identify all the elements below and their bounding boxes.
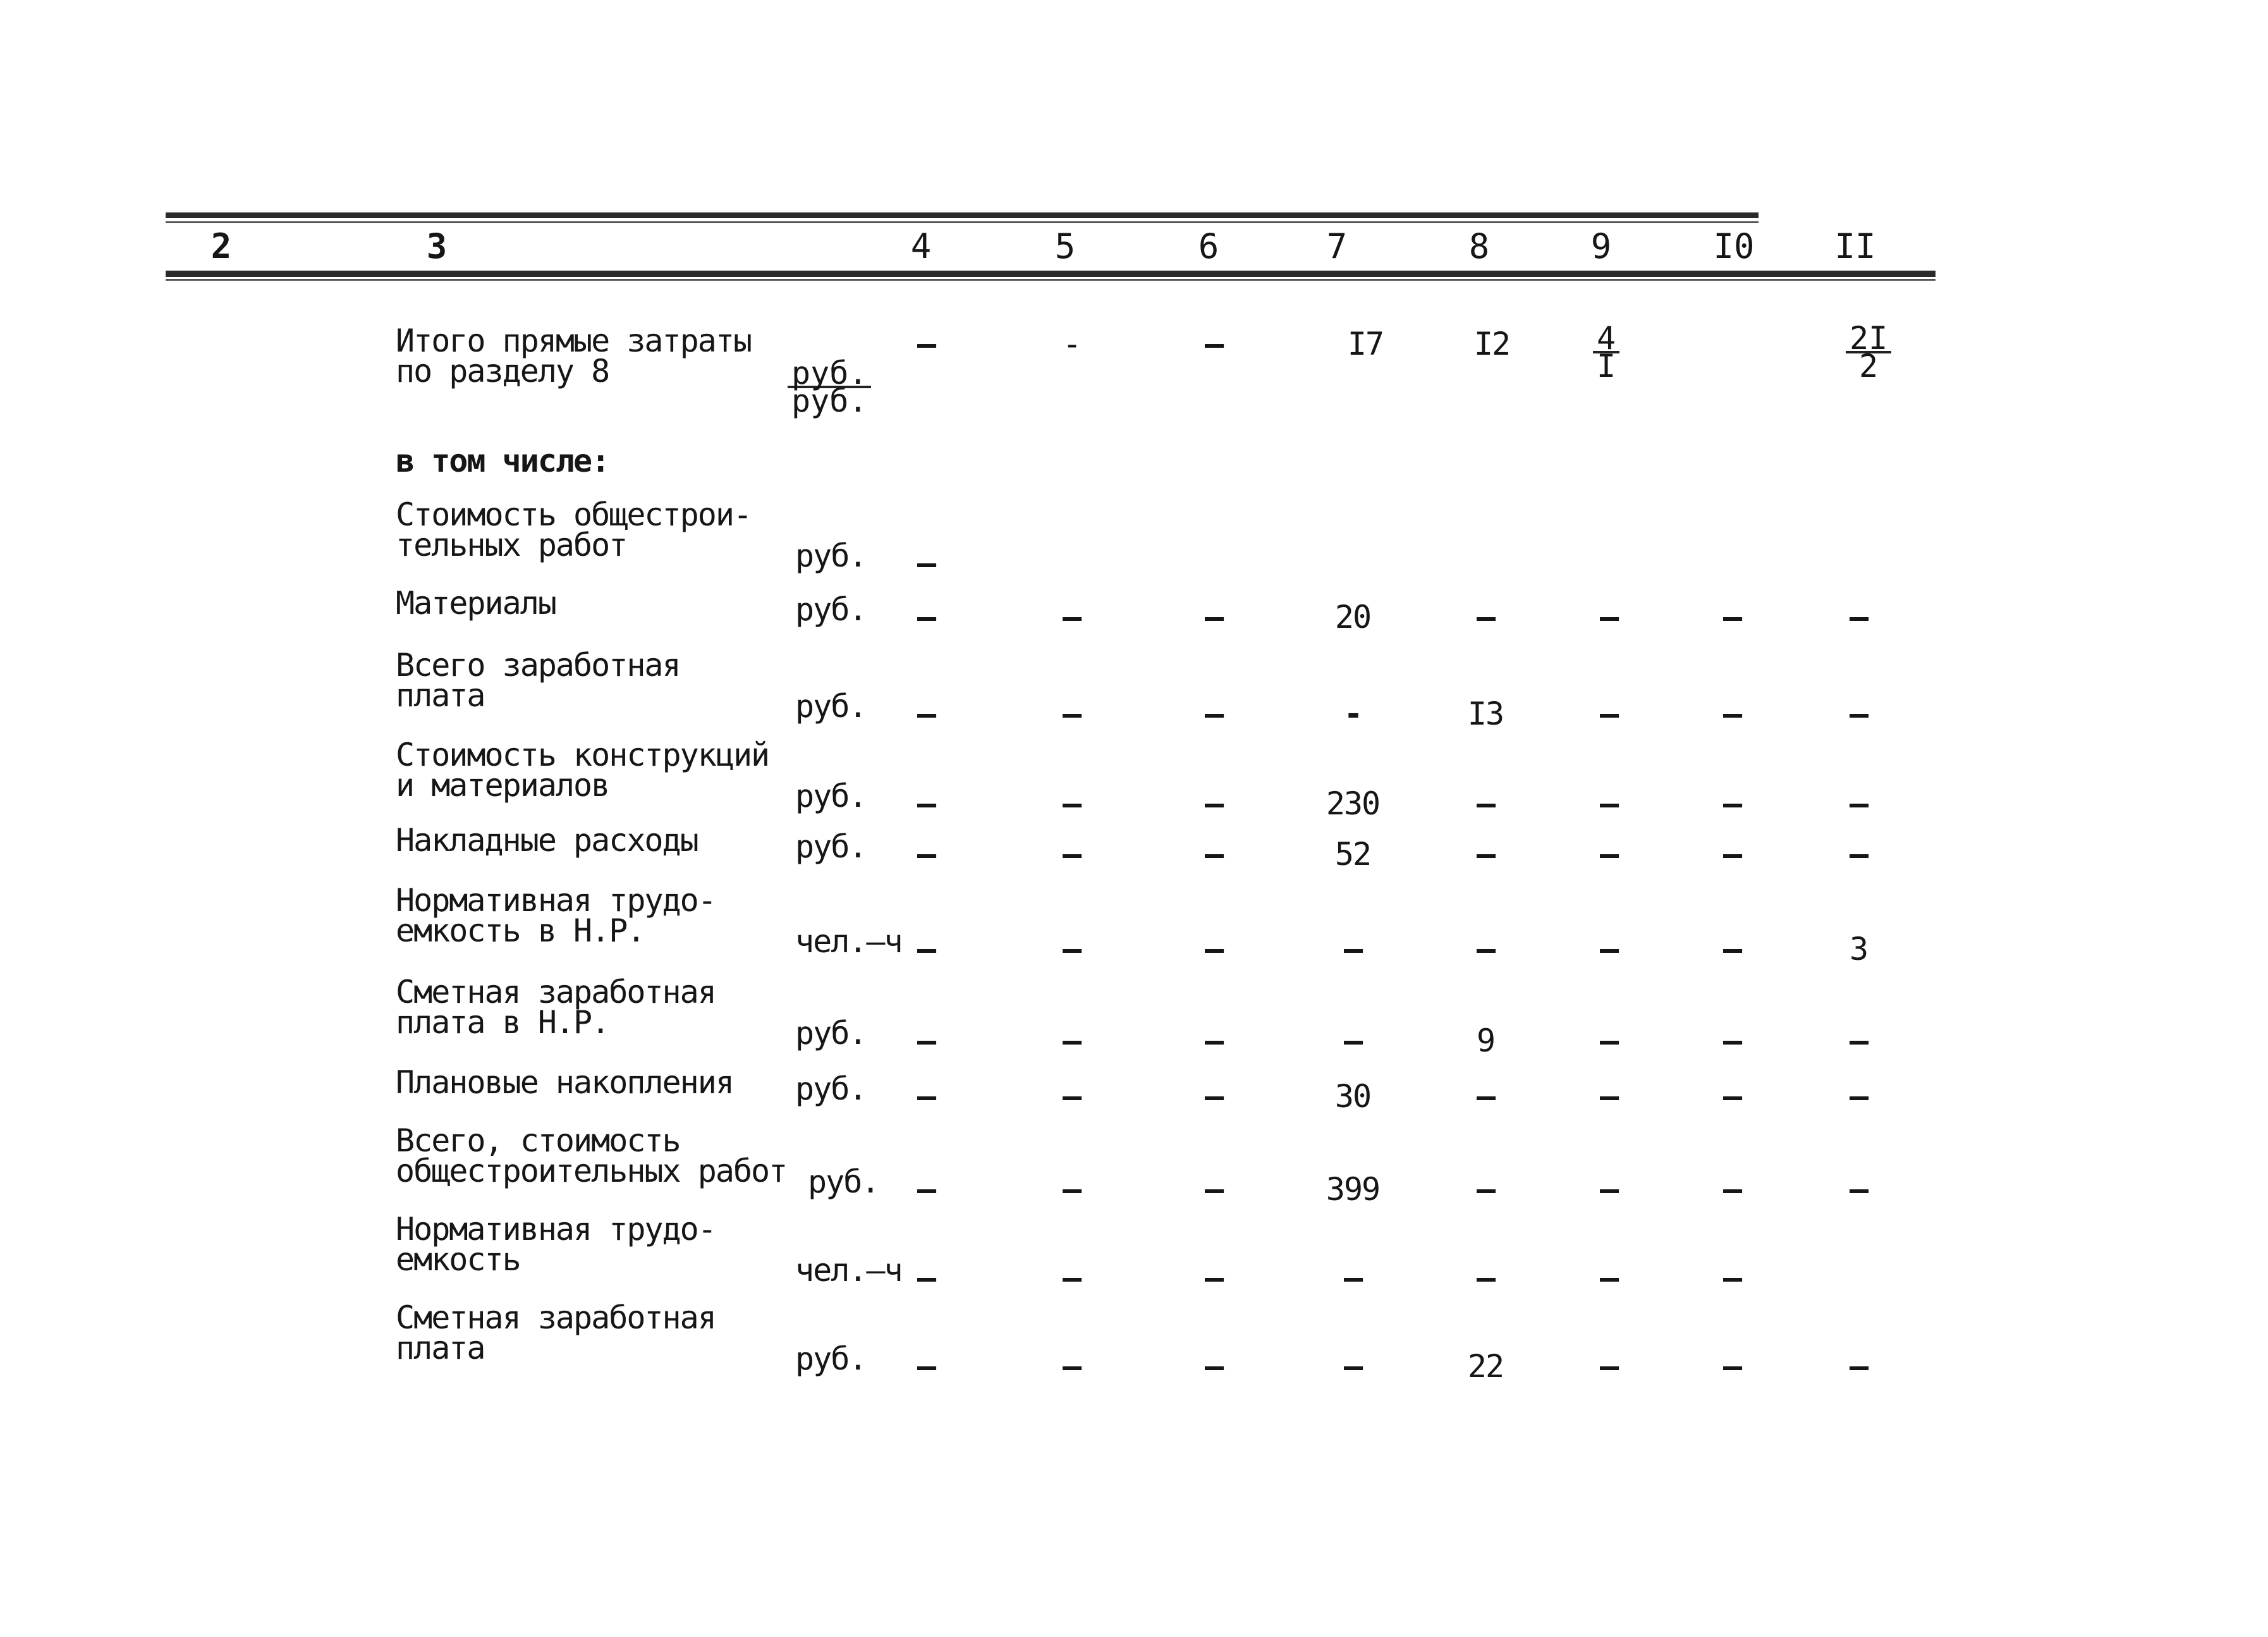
row-cell-col-5: –	[1062, 836, 1081, 873]
row-unit: руб.	[795, 591, 867, 628]
col-header-2: 2	[210, 226, 232, 266]
total-cell-11-fraction	[1846, 320, 1891, 384]
row-label-line2: емкость	[396, 1241, 520, 1278]
row-cell-col-5: –	[1062, 1348, 1081, 1385]
row-cell-col-7: 230	[1326, 785, 1380, 822]
col-header-7: 7	[1326, 226, 1348, 266]
row-label-line2: емкость в Н.Р.	[396, 912, 645, 949]
row-unit: руб.	[808, 1163, 879, 1200]
row-label-line1: Накладные расходы	[396, 822, 698, 859]
row-cell-col-8: 22	[1467, 1348, 1504, 1385]
row-unit: чел.–ч	[795, 923, 902, 960]
total-unit-fraction	[788, 355, 871, 419]
row-label-line2: плата	[396, 677, 485, 714]
row-cell-col-11: –	[1849, 696, 1868, 732]
row-cell-col-6: –	[1204, 1078, 1223, 1115]
row-cell-col-9: –	[1599, 1022, 1618, 1059]
row-cell-col-9: –	[1599, 931, 1618, 967]
row-cell-col-8: –	[1476, 1171, 1495, 1208]
row-cell-col-5: –	[1062, 1171, 1081, 1208]
row-cell-col-5: –	[1062, 1260, 1081, 1296]
row-cell-col-4: –	[917, 1171, 936, 1208]
row-unit: руб.	[795, 1070, 867, 1107]
row-cell-col-10: –	[1722, 1348, 1741, 1385]
row-cell-col-4: –	[917, 696, 936, 732]
row-cell-col-5: –	[1062, 785, 1081, 822]
row-cell-col-11: –	[1849, 836, 1868, 873]
row-cell-col-10: –	[1722, 599, 1741, 635]
row-label-line2: тельных работ	[396, 527, 627, 563]
row-cell-col-7: 52	[1334, 836, 1371, 873]
row-cell-col-8: –	[1476, 599, 1495, 635]
row-label-line1: Стоимость общестрои-	[396, 496, 752, 533]
total-unit-numerator: руб.	[788, 360, 871, 388]
total-unit-denominator: руб.	[791, 383, 868, 419]
total-cell-5: -	[1062, 326, 1081, 362]
row-cell-col-4: –	[917, 931, 936, 967]
row-cell-col-5: –	[1062, 931, 1081, 967]
row-cell-col-7: –	[1343, 1022, 1362, 1059]
row-label-line1: Всего, стоимость	[396, 1122, 680, 1159]
row-label-line2: и материалов	[396, 767, 609, 804]
row-label-line1: Сметная заработная	[396, 974, 716, 1010]
row-cell-col-6: –	[1204, 836, 1223, 873]
total-cell-9-fraction	[1593, 320, 1619, 384]
row-cell-col-9: –	[1599, 696, 1618, 732]
row-cell-col-9: –	[1599, 836, 1618, 873]
row-cell-col-4: –	[917, 1260, 936, 1296]
row-unit: руб.	[795, 537, 867, 574]
total-cell-9-numerator: 4	[1593, 326, 1619, 353]
row-cell-col-8: I3	[1467, 696, 1504, 732]
total-cell-6: –	[1204, 326, 1223, 362]
col-header-3: 3	[426, 226, 448, 266]
row-cell-col-6: –	[1204, 1022, 1223, 1059]
row-cell-col-5: –	[1062, 1078, 1081, 1115]
row-unit: руб.	[795, 828, 867, 865]
row-unit: руб.	[795, 1015, 867, 1051]
total-cell-11-denominator: 2	[1859, 348, 1879, 384]
col-header-11: II	[1834, 226, 1876, 266]
row-cell-col-7: -	[1343, 696, 1362, 732]
row-label-line1: Нормативная трудо-	[396, 882, 716, 919]
row-cell-col-8: –	[1476, 785, 1495, 822]
row-cell-col-11: –	[1849, 1022, 1868, 1059]
row-cell-col-5: –	[1062, 599, 1081, 635]
row-cell-col-8: –	[1476, 1078, 1495, 1115]
row-unit: руб.	[795, 688, 867, 725]
row-cell-col-4: –	[917, 1078, 936, 1115]
row-cell-col-6: –	[1204, 931, 1223, 967]
row-cell-col-7: –	[1343, 1260, 1362, 1296]
row-cell-col-9: –	[1599, 1348, 1618, 1385]
row-cell-col-5: –	[1062, 1022, 1081, 1059]
row-cell-col-9: –	[1599, 1078, 1618, 1115]
top-rule-thin	[166, 221, 1759, 223]
row-cell-col-7: –	[1343, 931, 1362, 967]
row-label-line2: общестроительных работ	[396, 1153, 787, 1189]
row-cell-col-4: –	[917, 836, 936, 873]
row-cell-col-6: –	[1204, 696, 1223, 732]
row-cell-col-11: 3	[1849, 931, 1868, 967]
col-header-5: 5	[1054, 226, 1076, 266]
total-cell-11-numerator: 2I	[1846, 326, 1891, 353]
row-cell-col-8: –	[1476, 931, 1495, 967]
row-cell-col-7: 30	[1334, 1078, 1371, 1115]
bottom-rule-thick	[166, 271, 1936, 277]
col-header-9: 9	[1590, 226, 1612, 266]
row-cell-col-9: –	[1599, 1260, 1618, 1296]
row-cell-col-6: –	[1204, 785, 1223, 822]
col-header-8: 8	[1468, 226, 1490, 266]
row-label-line2: плата в Н.Р.	[396, 1004, 609, 1041]
total-label-line2: по разделу 8	[396, 353, 609, 389]
row-cell-col-7: –	[1343, 1348, 1362, 1385]
row-cell-col-11: –	[1849, 785, 1868, 822]
col-header-10: I0	[1713, 226, 1755, 266]
row-cell-col-10: –	[1722, 1260, 1741, 1296]
total-cell-8: I2	[1473, 326, 1510, 362]
row-cell-col-8: –	[1476, 1260, 1495, 1296]
row-cell-col-5: –	[1062, 696, 1081, 732]
row-cell-col-11: –	[1849, 1171, 1868, 1208]
row-label-line1: Нормативная трудо-	[396, 1211, 716, 1248]
row-cell-col-9: –	[1599, 1171, 1618, 1208]
row-cell-col-10: –	[1722, 1022, 1741, 1059]
top-rule-thick	[166, 212, 1759, 218]
row-cell-col-10: –	[1722, 836, 1741, 873]
row-cell-col-10: –	[1722, 696, 1741, 732]
total-cell-4: –	[917, 326, 936, 362]
col-header-4: 4	[910, 226, 932, 266]
row-cell-col-10: –	[1722, 1078, 1741, 1115]
row-cell-col-6: –	[1204, 1348, 1223, 1385]
total-cell-9-denominator: I	[1597, 348, 1616, 384]
row-cell-col-4: –	[917, 1348, 936, 1385]
row-label-line1: Стоимость конструкций	[396, 737, 769, 773]
col-header-6: 6	[1198, 226, 1219, 266]
row-cell-col-8: –	[1476, 836, 1495, 873]
row-cell-col-4: –	[917, 545, 936, 582]
row-cell-col-9: –	[1599, 599, 1618, 635]
row-unit: руб.	[795, 1340, 867, 1377]
row-cell-col-11: –	[1849, 1078, 1868, 1115]
row-cell-col-6: –	[1204, 1260, 1223, 1296]
row-cell-col-11: –	[1849, 599, 1868, 635]
row-cell-col-4: –	[917, 1022, 936, 1059]
row-cell-col-4: –	[917, 599, 936, 635]
row-label-line1: Плановые накопления	[396, 1064, 733, 1101]
row-label-line1: Материалы	[396, 585, 556, 622]
total-label-line1: Итого прямые затраты	[396, 322, 752, 359]
row-cell-col-10: –	[1722, 785, 1741, 822]
total-cell-7: I7	[1347, 326, 1384, 362]
row-cell-col-7: 20	[1334, 599, 1371, 635]
row-unit: чел.–ч	[795, 1252, 902, 1289]
row-cell-col-7: 399	[1326, 1171, 1380, 1208]
row-cell-col-4: –	[917, 785, 936, 822]
row-cell-col-11: –	[1849, 1348, 1868, 1385]
row-cell-col-8: 9	[1476, 1022, 1495, 1059]
row-unit: руб.	[795, 778, 867, 814]
bottom-rule-thin	[166, 279, 1936, 281]
row-cell-col-10: –	[1722, 931, 1741, 967]
row-cell-col-6: –	[1204, 1171, 1223, 1208]
row-cell-col-10: –	[1722, 1171, 1741, 1208]
row-label-line1: Всего заработная	[396, 647, 680, 684]
row-label-line1: Сметная заработная	[396, 1299, 716, 1336]
row-cell-col-6: –	[1204, 599, 1223, 635]
row-label-line2: плата	[396, 1330, 485, 1366]
row-cell-col-9: –	[1599, 785, 1618, 822]
subheading-including: в том числе:	[396, 443, 609, 479]
